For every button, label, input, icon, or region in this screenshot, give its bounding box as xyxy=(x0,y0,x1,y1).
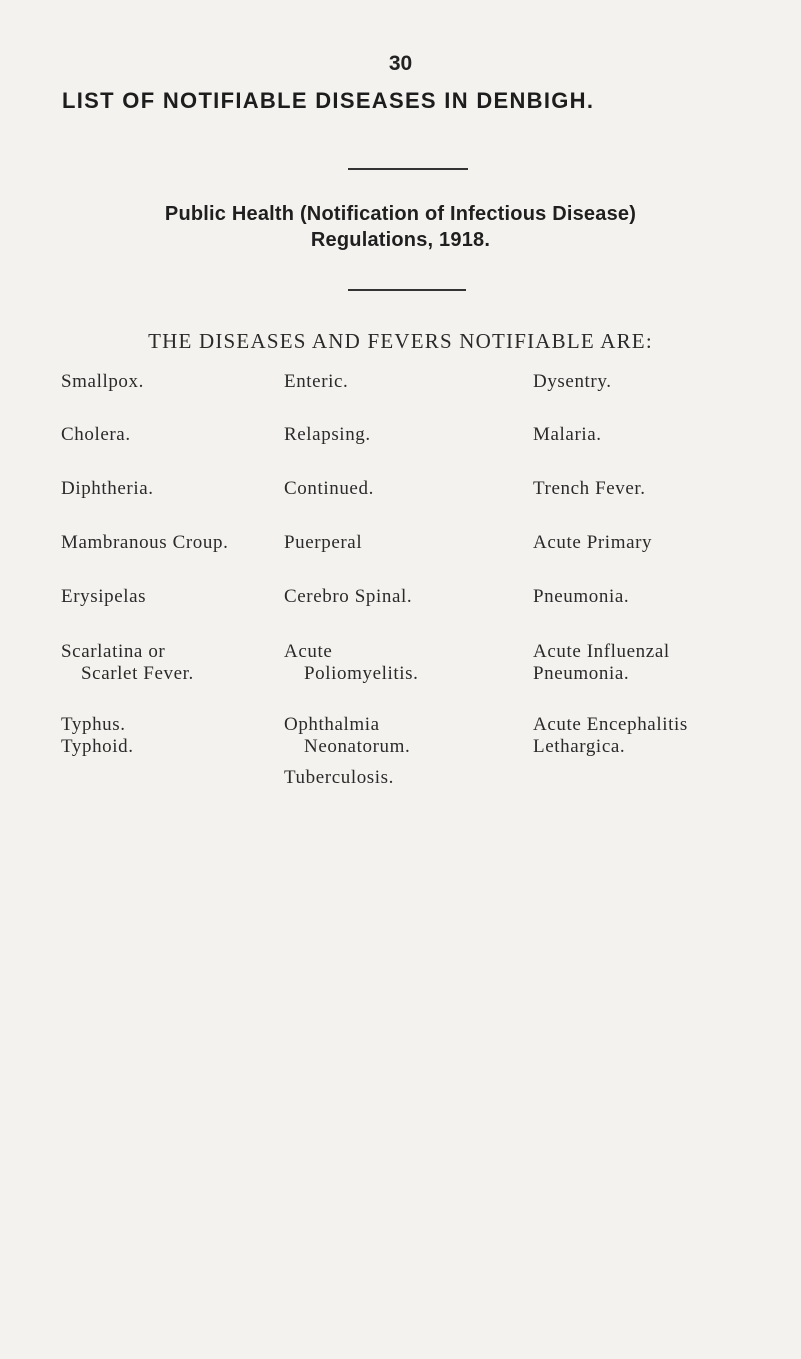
disease-item: Trench Fever. xyxy=(533,478,646,499)
disease-item xyxy=(61,641,194,685)
disease-item: Acute Primary xyxy=(533,532,653,553)
disease-item xyxy=(284,641,419,685)
divider xyxy=(348,289,466,291)
divider xyxy=(348,168,468,170)
disease-item: Enteric. xyxy=(284,371,349,392)
disease-line: Scarlet Fever. xyxy=(81,663,194,684)
disease-item: Puerperal xyxy=(284,532,363,553)
disease-item: Tuberculosis. xyxy=(284,767,395,788)
disease-item: Diphtheria. xyxy=(61,478,154,499)
disease-line: Ophthalmia xyxy=(284,714,380,735)
section-heading: THE DISEASES AND FEVERS NOTIFIABLE ARE: xyxy=(148,329,653,353)
disease-line: Acute Encephalitis xyxy=(533,714,688,735)
disease-line: Poliomyelitis. xyxy=(304,663,419,684)
disease-line: Pneumonia. xyxy=(533,663,630,684)
disease-item: Malaria. xyxy=(533,424,602,445)
regulations-title xyxy=(0,201,801,253)
disease-line: Typhus. xyxy=(61,714,126,735)
disease-item: Erysipelas xyxy=(61,586,147,607)
disease-line: Typhoid. xyxy=(61,736,134,757)
regulations-line-2: Regulations, 1918. xyxy=(310,229,491,251)
disease-item xyxy=(533,714,688,758)
disease-item xyxy=(284,714,410,758)
disease-item: Cholera. xyxy=(61,424,131,445)
disease-item: Smallpox. xyxy=(61,371,144,392)
page-number: 30 xyxy=(388,52,413,75)
disease-item xyxy=(533,641,670,685)
disease-item: Mambranous Croup. xyxy=(61,532,229,553)
regulations-line-1: Public Health (Notification of Infectious Disease) xyxy=(164,203,637,225)
disease-item: Dysentry. xyxy=(533,371,612,392)
disease-item: Relapsing. xyxy=(284,424,371,445)
page-title: LIST OF NOTIFIABLE DISEASES IN DENBIGH. xyxy=(62,88,595,113)
disease-item: Continued. xyxy=(284,478,374,499)
disease-line: Neonatorum. xyxy=(304,736,411,757)
disease-item: Pneumonia. xyxy=(533,586,630,607)
disease-item: Cerebro Spinal. xyxy=(284,586,413,607)
disease-line: Lethargica. xyxy=(533,736,626,757)
disease-item xyxy=(61,714,134,758)
disease-line: Acute xyxy=(284,641,333,662)
disease-line: Scarlatina or xyxy=(61,641,166,662)
disease-line: Acute Influenzal xyxy=(533,641,670,662)
